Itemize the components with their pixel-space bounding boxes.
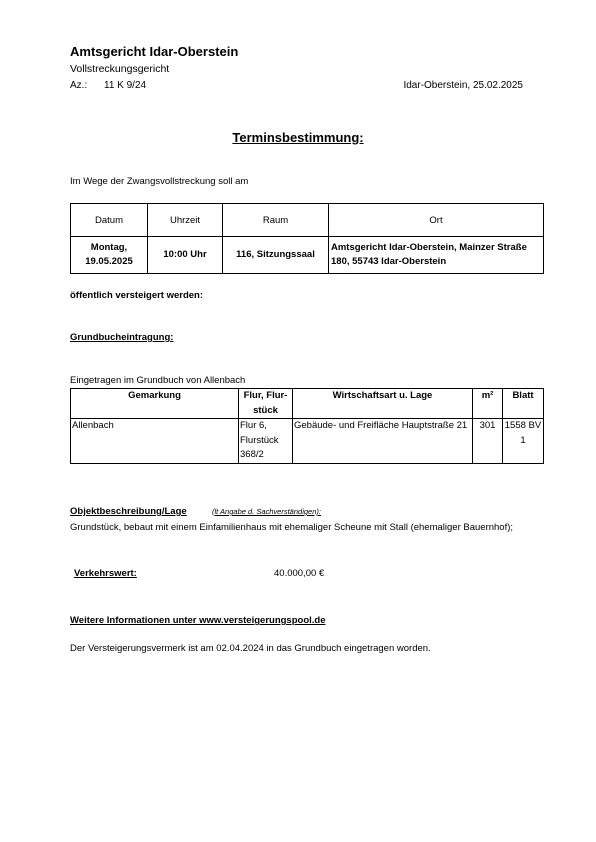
termin-header-datum: Datum — [71, 204, 148, 237]
gb-gemarkung: Allenbach — [71, 419, 239, 464]
gb-blatt: 1558 BV 1 — [503, 419, 544, 464]
termin-raum: 116, Sitzungssaal — [223, 237, 329, 274]
gb-flur: Flur 6, Flurstück 368/2 — [239, 419, 293, 464]
termin-value-row — [71, 237, 544, 274]
verkehrswert-label: Verkehrswert: — [74, 568, 137, 579]
termin-uhrzeit: 10:00 Uhr — [148, 237, 223, 274]
gb-header-blatt: Blatt — [503, 389, 544, 419]
place-date: Idar-Oberstein, 25.02.2025 — [403, 80, 523, 91]
termin-header-raum: Raum — [223, 204, 329, 237]
termin-header-ort: Ort — [329, 204, 544, 237]
grundbuch-row — [71, 419, 544, 464]
az-label: Az.: — [70, 80, 88, 91]
gb-wirtschaftsart: Gebäude- und Freifläche Hauptstraße 21 — [293, 419, 473, 464]
weitere-info-link[interactable]: Weitere Informationen unter www.versteigerungspool.de — [70, 615, 326, 626]
termin-ort: Amtsgericht Idar-Oberstein, Mainzer Straße 180, 55743 Idar-Oberstein — [329, 237, 544, 274]
eingetragen-text: Eingetragen im Grundbuch von Allenbach — [70, 375, 246, 386]
termin-header-uhrzeit: Uhrzeit — [148, 204, 223, 237]
document-title: Terminsbestimmung: — [232, 130, 364, 145]
grundbuch-header-row — [71, 389, 544, 419]
termin-header-row — [71, 204, 544, 237]
gb-header-gemarkung: Gemarkung — [71, 389, 239, 419]
objekt-text: Grundstück, bebaut mit einem Einfamilienhaus mit ehemaliger Scheune mit Stall (ehemaliger Bauernhof); — [70, 522, 514, 533]
grundbuch-table — [70, 388, 544, 464]
grundbuch-heading: Grundbucheintragung: — [70, 332, 174, 343]
versteigert-text: öffentlich versteigert werden: — [70, 290, 204, 301]
objekt-note: (lt Angabe d. Sachverständigen): — [212, 507, 321, 516]
vermerk-text: Der Versteigerungsvermerk ist am 02.04.2024 in das Grundbuch eingetragen worden. — [70, 643, 431, 654]
gb-header-wirtschaftsart: Wirtschaftsart u. Lage — [293, 389, 473, 419]
intro-text: Im Wege der Zwangsvollstreckung soll am — [70, 176, 249, 187]
verkehrswert-value: 40.000,00 € — [274, 568, 325, 579]
court-name: Amtsgericht Idar-Oberstein — [70, 44, 239, 59]
gb-qm: 301 — [473, 419, 503, 464]
objekt-heading: Objektbeschreibung/Lage — [70, 506, 187, 517]
gb-header-qm: m² — [473, 389, 503, 419]
termin-datum: Montag, 19.05.2025 — [71, 237, 148, 274]
az-value: 11 K 9/24 — [104, 80, 147, 91]
court-subtitle: Vollstreckungsgericht — [70, 63, 170, 75]
gb-header-flur: Flur, Flur-stück — [239, 389, 293, 419]
termin-table — [70, 203, 544, 274]
